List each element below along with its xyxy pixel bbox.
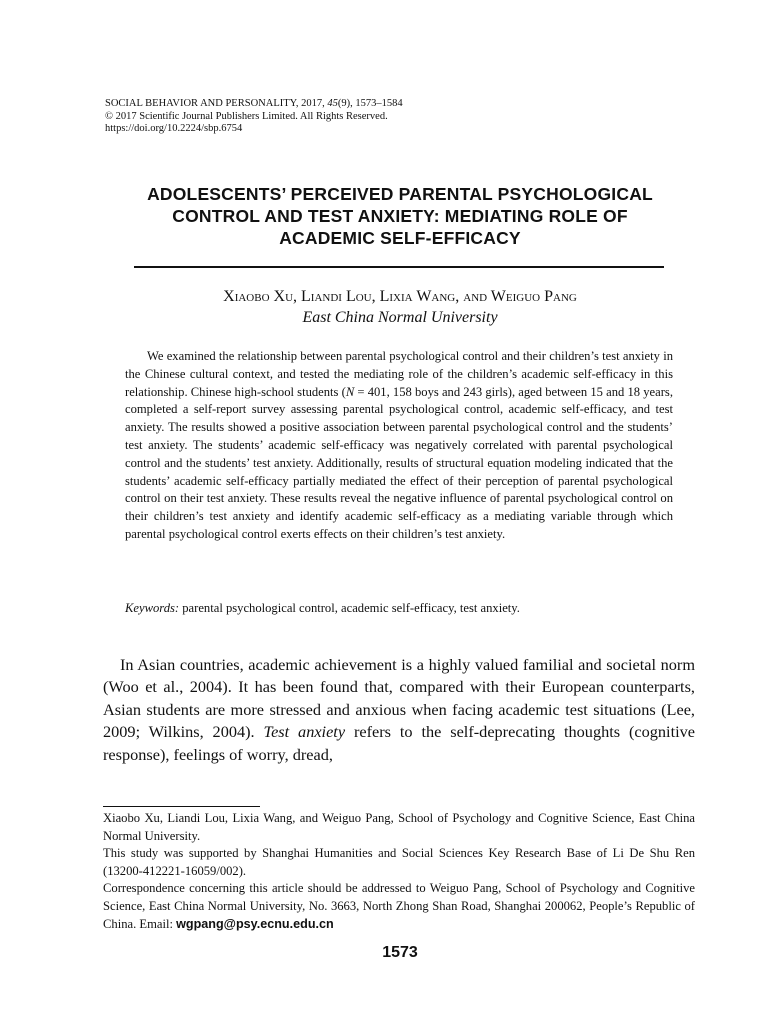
copyright-notice: © 2017 Scientific Journal Publishers Limited. All Rights Reserved. xyxy=(105,110,388,122)
journal-citation: SOCIAL BEHAVIOR AND PERSONALITY, 2017, 45(9), 1573–1584 xyxy=(105,98,403,109)
intro-paragraph: In Asian countries, academic achievement is a highly valued familial and societal norm (Woo et al., 2004). It has been found that, compared with their European counterparts, Asian students are more stressed and anxious when facing academic test situations (Lee, 2009; Wilkins, 2004). Test anxiety refers to the self-deprecating thoughts (cognitive response), feelings of worry, dread, xyxy=(103,655,695,764)
page-number: 1573 xyxy=(382,944,418,961)
correspondence-note: Correspondence concerning this article should be addressed to Weiguo Pang, School of Psychology and Cognitive Science, East China Normal University, No. 3663, North Zhong Shan Road, Shanghai 200062, People’s Republic of China. Email: wgpang@psy.ecnu.edu.cn xyxy=(103,881,695,931)
author-list: Xiaobo Xu, Liandi Lou, Lixia Wang, and Weiguo Pang xyxy=(223,288,577,305)
footnotes xyxy=(103,810,695,933)
abstract: We examined the relationship between parental psychological control and their children’s test anxiety in the Chinese cultural context, and tested the mediating role of the children’s academic self-efficacy in this relationship. Chinese high-school students (N = 401, 158 boys and 243 girls), aged between 15 and 18 years, completed a self-report survey assessing parental psychological control, academic self-efficacy, and test anxiety. The results showed a positive association between parental psychological control and the students’ test anxiety. The students’ academic self-efficacy was negatively correlated with parental psychological control and the students’ test anxiety. Additionally, results of structural equation modeling indicated that the students’ academic self-efficacy partially mediated the effect of their perception of parental psychological control on their test anxiety. These results reveal the negative influence of parental psychological control on their children’s test anxiety and identify academic self-efficacy as a mediating variable through which parental psychological control exerts effects on their children’s test anxiety. xyxy=(125,349,673,541)
email-link[interactable]: wgpang@psy.ecnu.edu.cn xyxy=(176,916,334,931)
affiliation: East China Normal University xyxy=(302,309,498,326)
term-test-anxiety: Test anxiety xyxy=(263,722,346,742)
keywords-label: Keywords: xyxy=(125,601,180,615)
footnote-divider xyxy=(103,806,260,807)
journal-header xyxy=(105,98,403,136)
funding-note: This study was supported by Shanghai Humanities and Social Sciences Key Research Base of Li De Shu Ren (13200-412221-16059/002). xyxy=(103,846,695,878)
author-note: Xiaobo Xu, Liandi Lou, Lixia Wang, and Weiguo Pang, School of Psychology and Cognitive Science, East China Normal University. xyxy=(103,811,695,843)
doi-link[interactable]: https://doi.org/10.2224/sbp.6754 xyxy=(105,123,243,134)
keywords-text: parental psychological control, academic self-efficacy, test anxiety. xyxy=(179,601,520,615)
volume-number: 45 xyxy=(327,98,338,109)
article-title: ADOLESCENTS’ PERCEIVED PARENTAL PSYCHOLOGICAL CONTROL AND TEST ANXIETY: MEDIATING ROLE OF ACADEMIC SELF-EFFICACY xyxy=(147,184,653,248)
keywords xyxy=(125,600,673,617)
title-divider xyxy=(134,266,664,268)
